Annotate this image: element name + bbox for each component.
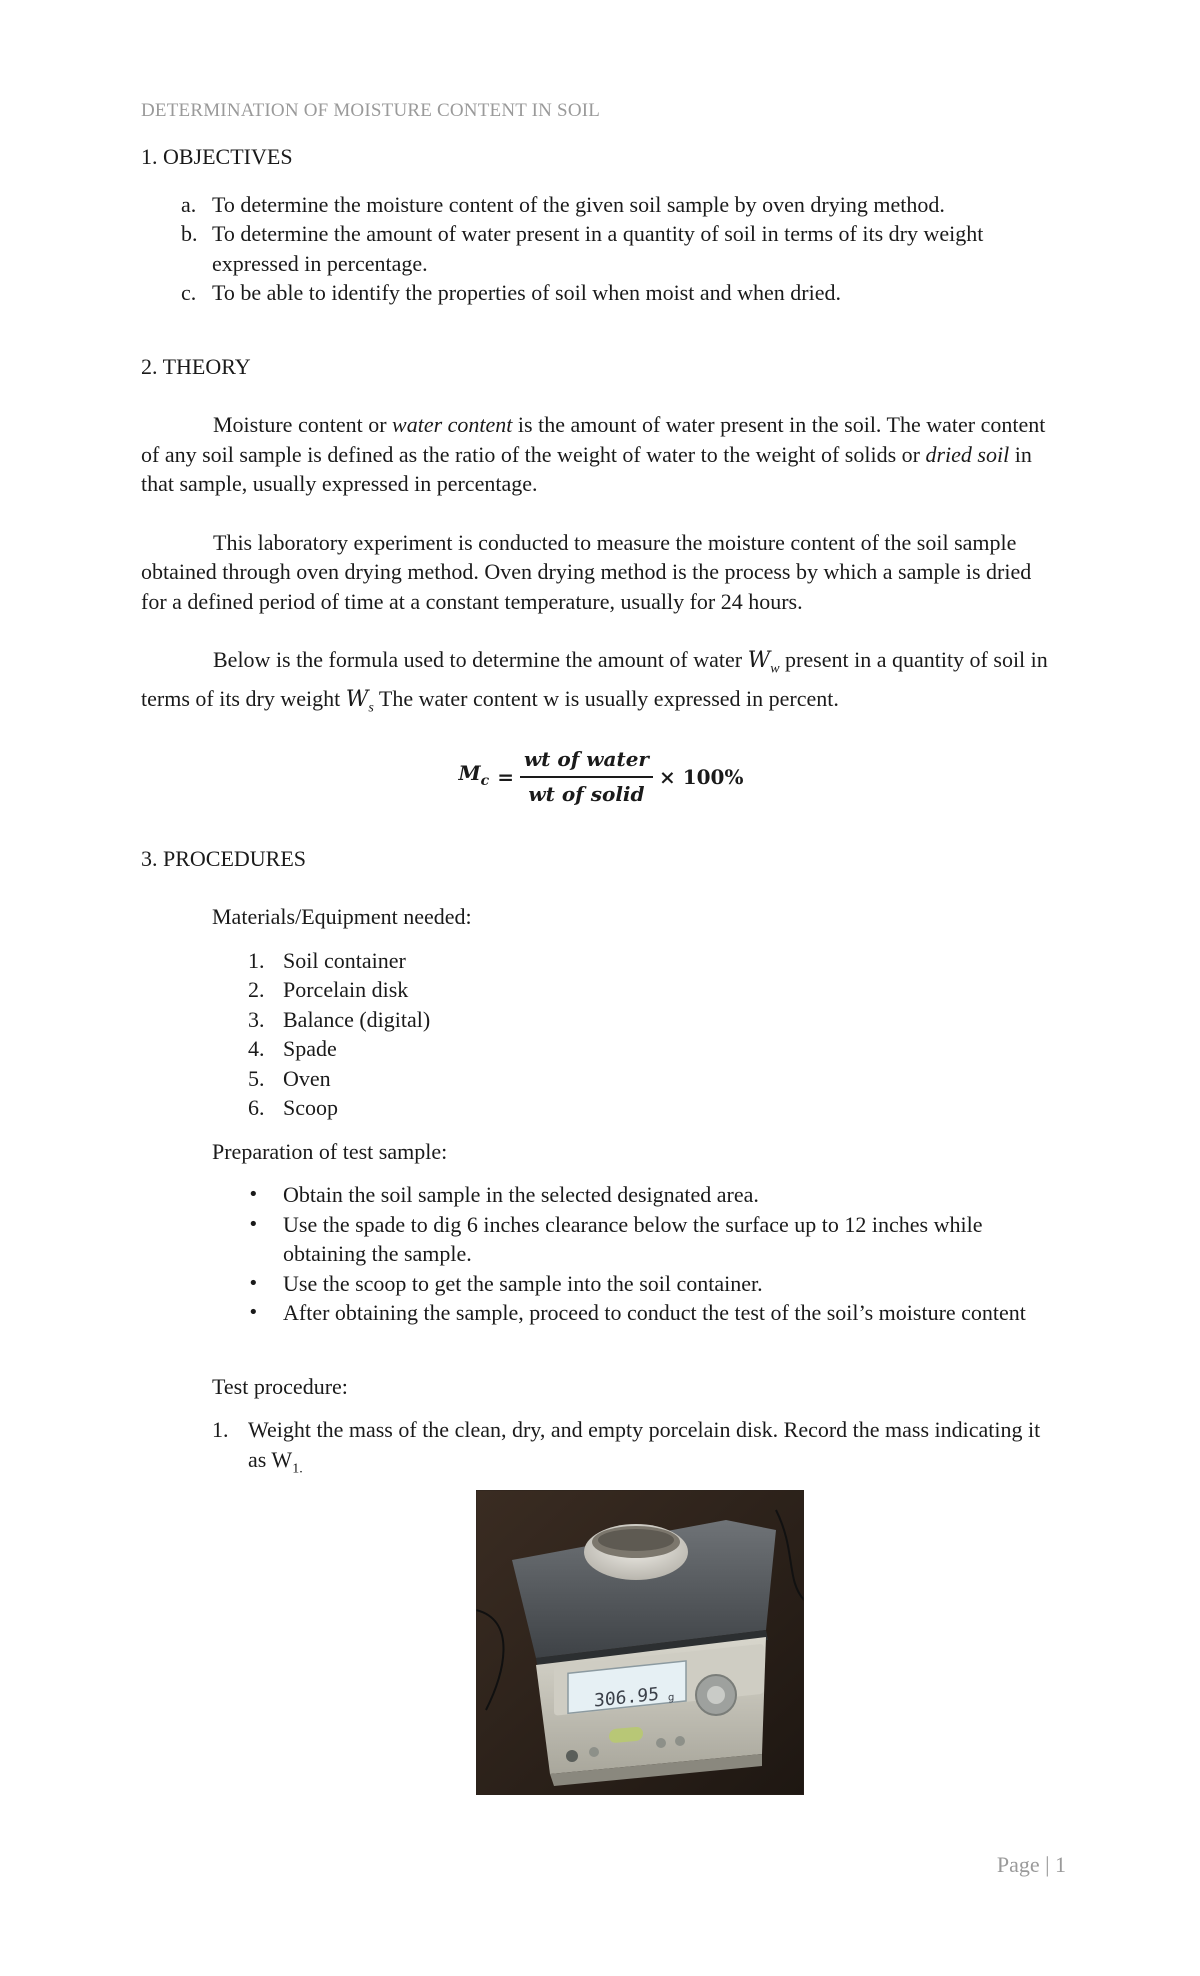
running-header: DETERMINATION OF MOISTURE CONTENT IN SOIL — [141, 100, 601, 121]
list-item: 1. Soil container — [248, 947, 406, 973]
test-steps-list — [141, 1415, 1061, 1483]
list-item: • After obtaining the sample, proceed to conduct the test of the soil’s moisture content — [248, 1300, 1026, 1326]
list-item: 2. Porcelain disk — [248, 977, 409, 1003]
formula-denominator: wt of solid — [528, 782, 645, 807]
preparation-list — [141, 1180, 1061, 1328]
list-item: c. To be able to identify the properties of soil when moist and when dried. — [181, 280, 841, 305]
theory-paragraph-1: Moisture content or water content is the amount of water present in the soil. The water content of any soil sample is defined as the ratio of the weight of water to the weight of solids or dried soil in that sample, usually expressed in percentage. — [141, 412, 1046, 496]
list-item: • Use the spade to dig 6 inches clearance below the surface up to 12 inches while obtaining the sample. — [248, 1211, 983, 1267]
list-item: • Use the scoop to get the sample into the soil container. — [248, 1270, 763, 1296]
list-item: 1. Weight the mass of the clean, dry, and empty porcelain disk. Record the mass indicating it as $W_{1.}$ — [212, 1417, 1041, 1477]
objectives-list — [141, 190, 1061, 308]
list-item: 3. Balance (digital) — [248, 1006, 431, 1032]
scale-display-reading: 306.95 — [594, 1683, 659, 1712]
formula-fraction — [520, 745, 653, 810]
list-item: b. To determine the amount of water present in a quantity of soil in terms of its dry weight expressed in percentage. — [181, 221, 984, 276]
materials-label: Materials/Equipment needed: — [212, 904, 472, 930]
page-number: Page | 1 — [996, 1852, 1066, 1877]
list-item: a. To determine the moisture content of the given soil sample by oven drying method. — [181, 191, 945, 217]
list-item: • Obtain the soil sample in the selected designated area. — [248, 1182, 759, 1208]
test-procedure-label: Test procedure: — [212, 1373, 348, 1399]
procedures-heading: 3. PROCEDURES — [141, 845, 307, 871]
moisture-content-formula: $M_c$ = $\frac{\text{wt of water}}{\text{wt of solid}}$ × 100% — [141, 745, 1061, 810]
balance-scale-photo — [476, 1490, 804, 1795]
theory-paragraph-2: This laboratory experiment is conducted to measure the moisture content of the soil sample obtained through oven drying method. Oven drying method is the process by which a sample is dried for a defined period of time at a constant temperature, usually for 24 hours. — [141, 529, 1032, 614]
theory-heading: 2. THEORY — [141, 353, 251, 379]
theory-paragraph-3: Below is the formula used to determine the amount of water $W_w$ present in a quantity of soil in terms of its dry weight $W_s$ The water content w is usually expressed in percent. — [141, 647, 1048, 716]
document-body — [141, 142, 1061, 1802]
preparation-label: Preparation of test sample: — [212, 1138, 448, 1164]
materials-list — [141, 946, 1061, 1123]
list-item: 5. Oven — [248, 1065, 331, 1091]
list-item: 4. Spade — [248, 1036, 337, 1062]
list-item: 6. Scoop — [248, 1095, 338, 1121]
formula-numerator: wt of water — [520, 745, 653, 779]
scale-display-unit: g — [668, 1691, 675, 1704]
objectives-heading: 1. OBJECTIVES — [141, 144, 293, 169]
